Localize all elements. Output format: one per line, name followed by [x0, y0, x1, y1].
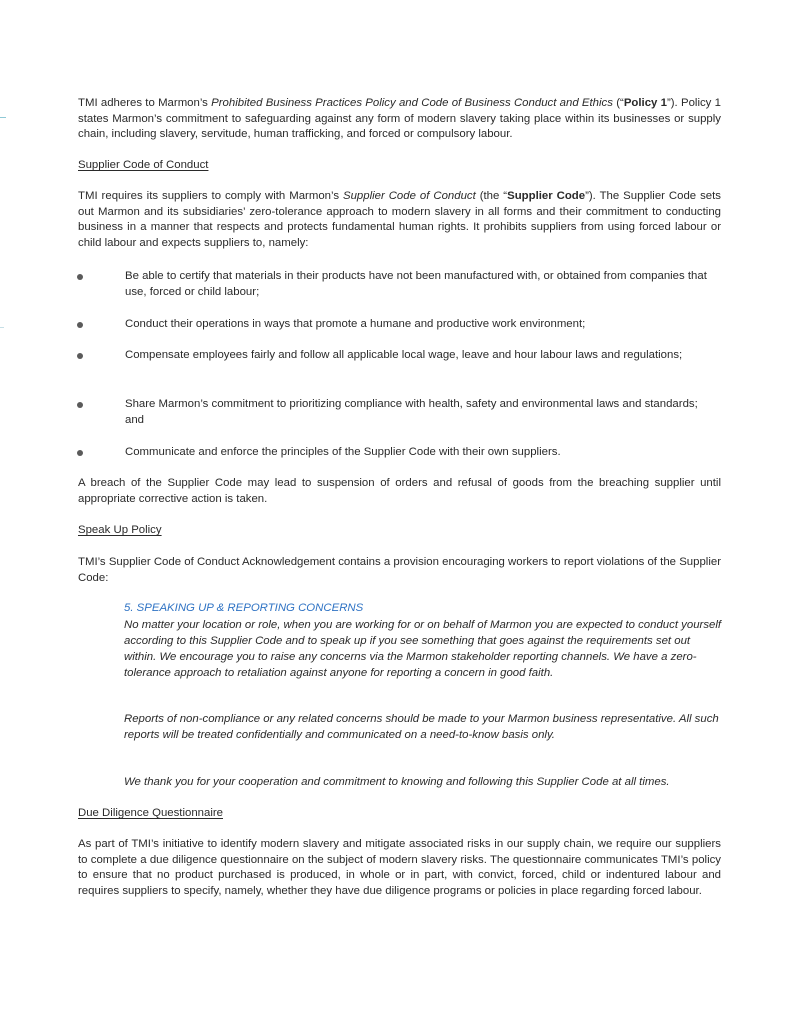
policy-label: Policy 1 [623, 97, 667, 109]
supplier-code-text: TMI requires its suppliers to comply with Marmon’s [78, 190, 343, 202]
speak-up-heading: Speak Up Policy [78, 524, 162, 536]
bullet-item: Compensate employees fairly and follow all applicable local wage, leave and hour labour laws and regulations; [125, 349, 683, 361]
quote-paragraph: No matter your location or role, when you are working for or on behalf of Marmon you are expected to conduct yourself according to this Supplier Code and to speak up if you see something that goes against the requirements set out within. We encourage you to raise any concerns via the Marmon stakeholder reporting channels. We have a zero-tolerance approach to retaliation against anyone for reporting a concern in good faith. [124, 619, 722, 679]
bullet-item: Communicate and enforce the principles of the Supplier Code with their own suppliers. [125, 446, 561, 458]
scan-margin-mark [0, 117, 6, 118]
supplier-code-heading: Supplier Code of Conduct [78, 159, 209, 171]
supplier-code-title: Supplier Code of Conduct [342, 190, 476, 202]
intro-text: (“ [612, 97, 624, 109]
bullet-icon [77, 322, 83, 328]
policy-title: Prohibited Business Practices Policy and Code of Business Conduct and Ethics [211, 97, 613, 109]
supplier-code-paragraph [78, 189, 721, 251]
supplier-code-label: Supplier Code [507, 190, 586, 202]
bullet-item: Share Marmon’s commitment to prioritizing compliance with health, safety and environmental laws and standards; and [125, 398, 698, 426]
quote-heading: 5. SPEAKING UP & REPORTING CONCERNS [124, 602, 364, 614]
scan-margin-mark [0, 327, 4, 328]
intro-paragraph [78, 96, 721, 143]
due-diligence-heading: Due Diligence Questionnaire [78, 807, 223, 819]
intro-text: ”). Policy 1 states Marmon’s commitment to safeguarding against any form of modern slavery taking place within its businesses or supply chain, including slavery, servitude, human trafficking, and forced or compulsory labour. [78, 97, 721, 141]
bullet-icon [77, 353, 83, 359]
bullet-icon [77, 274, 83, 280]
bullet-item: Conduct their operations in ways that promote a humane and productive work environment; [125, 318, 586, 330]
supplier-code-text: ”). The Supplier Code sets out Marmon and its subsidiaries’ zero-tolerance approach to modern slavery in all forms and their commitment to conducting business in a manner that respects and protects fundamental human rights. It prohibits suppliers from using forced labour or child labour and expects suppliers to, namely: [78, 190, 721, 249]
quote-paragraph: We thank you for your cooperation and commitment to knowing and following this Supplier Code at all times. [124, 776, 670, 788]
supplier-code-text: (the “ [475, 190, 508, 202]
intro-text: TMI adheres to Marmon’s [78, 97, 212, 109]
quote-paragraph: Reports of non-compliance or any related concerns should be made to your Marmon business representative. All such reports will be treated confidentially and communicated on a need-to-know basis only. [124, 713, 719, 741]
bullet-icon [77, 450, 83, 456]
bullet-icon [77, 402, 83, 408]
due-diligence-paragraph: As part of TMI’s initiative to identify modern slavery and mitigate associated risks in our supply chain, we require our suppliers to complete a due diligence questionnaire on the subject of modern slavery risks. The questionnaire communicates TMI’s policy to ensure that no product purchased is produced, in whole or in part, with convict, forced, child or indentured labour and requires suppliers to specify, namely, whether they have due diligence programs or policies in place regarding forced labour. [78, 838, 721, 897]
breach-paragraph: A breach of the Supplier Code may lead to suspension of orders and refusal of goods from the breaching supplier until appropriate corrective action is taken. [78, 477, 721, 505]
bullet-item: Be able to certify that materials in their products have not been manufactured with, or obtained from companies that use, forced or child labour; [125, 270, 707, 298]
speak-up-paragraph: TMI’s Supplier Code of Conduct Acknowledgement contains a provision encouraging workers to report violations of the Supplier Code: [78, 556, 721, 584]
